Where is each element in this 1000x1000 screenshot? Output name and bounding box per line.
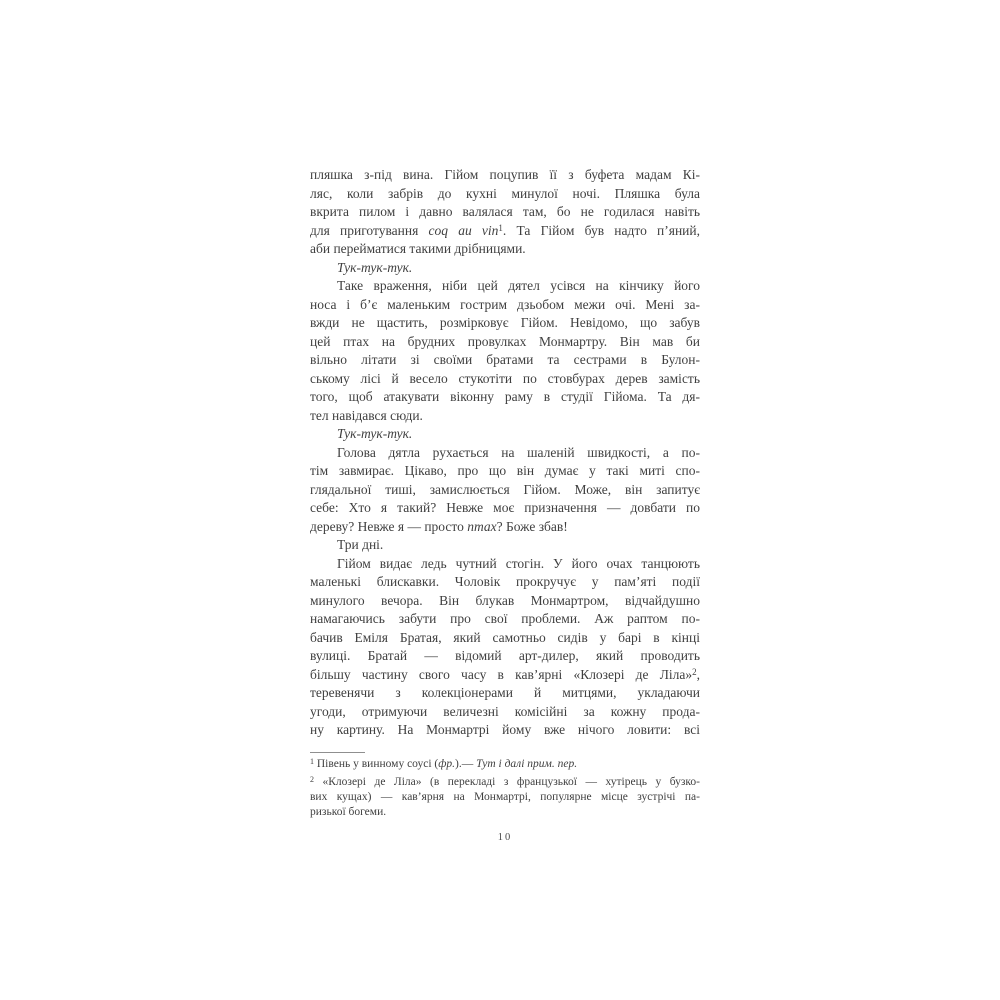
text-line	[310, 592, 700, 611]
text-segment: ? Боже збав!	[496, 518, 568, 534]
text-line	[310, 296, 700, 315]
text-segment: більшу частину свого часу в кав’ярні «Клозері де Ліла»	[310, 666, 693, 682]
text-line	[310, 703, 700, 722]
text-segment: Голова дятла рухається на шаленій швидкості, а по-	[337, 444, 700, 460]
body-text	[310, 166, 700, 740]
text-segment: ризької богеми.	[310, 806, 387, 818]
text-segment: ну картину. На Монмартрі йому вже нічого ловити: всі	[310, 722, 700, 737]
text-line	[310, 203, 700, 222]
footnote-line	[310, 775, 700, 790]
text-segment: Тук-тук-тук.	[337, 259, 413, 275]
text-segment: себе: Хто я такий? Невже моє призначення — довбати по	[310, 500, 700, 515]
text-line	[310, 666, 700, 685]
text-segment: ляс, коли забрів до кухні минулої ночі. Пляшка була	[310, 185, 700, 201]
text-segment: Гійом видає ледь чутний стогін. У його очах танцюють	[337, 555, 700, 571]
text-segment: Три дні.	[337, 537, 384, 552]
text-segment: ському лісі й весело стукотіти по стовбурах дерев замість	[310, 370, 700, 386]
footnotes	[310, 757, 700, 823]
text-segment	[314, 776, 323, 788]
text-line	[310, 629, 700, 648]
text-line	[310, 684, 700, 703]
text-segment: ,	[696, 666, 700, 682]
text-line	[310, 407, 700, 426]
text-line	[310, 222, 700, 241]
text-segment: вулиці. Братай — відомий арт-дилер, який проводить	[310, 648, 700, 663]
footnote	[310, 775, 700, 820]
text-segment: глядальної тиші, замислюється Гійом. Може, він запитує	[310, 481, 700, 497]
text-segment: Півень у винному соусі (	[316, 758, 439, 770]
text-segment: «Клозері де Ліла» (в перекладі з французької — хутірець у бузко-	[322, 776, 700, 788]
superscript-marker: 2	[692, 666, 697, 677]
text-line	[310, 351, 700, 370]
page-number: 10	[497, 832, 513, 843]
text-segment: тім завмирає. Цікаво, про що він думає у такі миті спо-	[310, 463, 700, 478]
text-segment: для приготування	[310, 222, 429, 238]
superscript-marker: 1	[498, 222, 503, 233]
text-segment: вкрита пилом і давно валялася там, бо не годилася навіть	[310, 204, 700, 219]
text-line	[310, 518, 700, 537]
text-line	[310, 721, 700, 740]
text-segment: coq au vin	[428, 222, 499, 238]
superscript-marker: 2	[310, 775, 314, 784]
text-line	[310, 647, 700, 666]
text-line	[310, 388, 700, 407]
text-segment: Таке враження, ніби цей дятел усівся на кінчику його	[337, 278, 700, 293]
footnote-line	[310, 805, 700, 820]
text-segment: птах	[467, 518, 497, 534]
footnote-separator	[310, 752, 365, 753]
text-segment: маленькі блискавки. Чоловік прокручує у пам’яті події	[310, 574, 700, 589]
text-segment: вжди не щастить, розмірковує Гійом. Невідомо, що забув	[310, 315, 700, 330]
text-line	[310, 370, 700, 389]
text-segment: Тут і далі прим. пер.	[476, 758, 578, 770]
text-line	[310, 536, 700, 555]
text-line	[310, 240, 700, 259]
text-segment: намагаючись забути про свої проблеми. Аж раптом по-	[310, 611, 700, 626]
footnote	[310, 757, 700, 772]
text-segment: носа і б’є маленьким гострим дзьобом межи очі. Мені за-	[310, 296, 700, 312]
text-segment: Тук-тук-тук.	[337, 426, 413, 441]
text-segment: пляшка з-під вина. Гійом поцупив її з буфета мадам Кі-	[310, 167, 700, 182]
text-segment: теревенячи з колекціонерами й митцями, укладаючи	[310, 685, 700, 700]
text-line	[310, 185, 700, 204]
text-line	[310, 259, 700, 278]
footnote-line	[310, 757, 700, 772]
text-segment: фр.	[438, 758, 456, 770]
text-segment: вих кущах) — кав’ярня на Монмартрі, популярне місце зустрічі па-	[310, 791, 700, 803]
text-line	[310, 573, 700, 592]
text-segment: бачив Еміля Братая, який самотньо сидів у барі в кінці	[310, 629, 700, 645]
text-segment: вільно літати зі своїми братами та сестрами в Булон-	[310, 352, 700, 367]
text-line	[310, 462, 700, 481]
text-segment: угоди, отримуючи величезні комісійні за кожну прода-	[310, 703, 700, 719]
text-segment: минулого вечора. Він блукав Монмартром, відчайдушно	[310, 592, 700, 608]
text-segment: аби перейматися такими дрібницями.	[310, 241, 526, 256]
text-line	[310, 481, 700, 500]
text-line	[310, 555, 700, 574]
text-line	[310, 425, 700, 444]
text-line	[310, 499, 700, 518]
text-line	[310, 166, 700, 185]
text-line	[310, 610, 700, 629]
text-line	[310, 314, 700, 333]
text-segment: . Та Гійом був надто п’яний,	[502, 222, 701, 238]
text-segment: того, щоб атакувати віконну раму в студії Гійома. Та дя-	[310, 389, 700, 404]
text-line	[310, 444, 700, 463]
text-segment: цей птах на брудних провулках Монмартру. Він мав би	[310, 333, 700, 349]
footnote-line	[310, 790, 700, 805]
text-segment: ).—	[455, 758, 477, 770]
superscript-marker: 1	[310, 757, 314, 766]
text-line	[310, 333, 700, 352]
text-segment: дереву? Невже я — просто	[310, 518, 468, 534]
text-line	[310, 277, 700, 296]
text-segment: тел навідався сюди.	[310, 407, 423, 423]
